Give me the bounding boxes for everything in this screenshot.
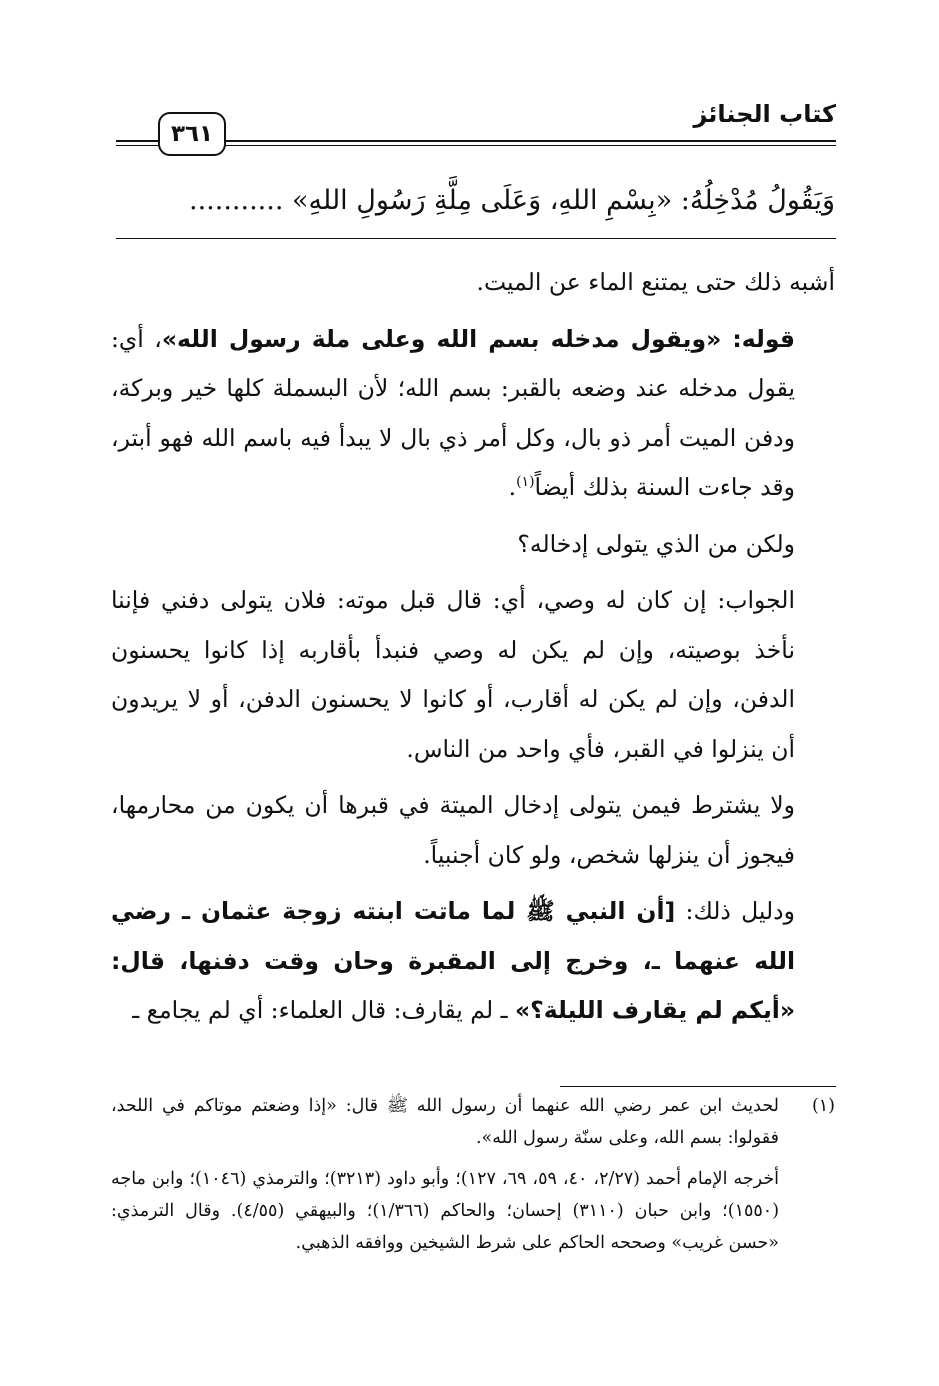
quoted-matn-lead: قوله: «ويقول مدخله بسم الله وعلى ملة رسول الله» [161, 324, 795, 353]
matn-separator [116, 238, 836, 239]
paragraph-6-tail: ـ لم يقارف: قال العلماء: أي لم يجامع ـ [132, 996, 515, 1024]
page-number: ٣٦١ [158, 112, 226, 156]
matn-line: وَيَقُولُ مُدْخِلُهُ: «بِسْمِ اللهِ، وَعَلَى مِلَّةِ رَسُولِ اللهِ» ........... [189, 185, 835, 216]
paragraph-5: ولا يشترط فيمن يتولى إدخال الميتة في قبرها أن يكون من محارمها، فيجوز أن ينزلها شخص، ولو كان أجنبياً. [111, 791, 795, 869]
running-header [116, 100, 836, 160]
paragraph-4: الجواب: إن كان له وصي، أي: قال قبل موته: فلان يتولى دفني فإننا نأخذ بوصيته، وإن لم يكن له وصي فنبدأ بأقاربه إذا كانوا يحسنون الدفن، وإن لم يكن له أقارب، أو كانوا لا يحسنون الدفن، أو لا يريدون أن ينزلوا في القبر، فأي واحد من الناس. [111, 586, 795, 763]
paragraph-1: أشبه ذلك حتى يمتنع الماء عن الميت. [476, 268, 835, 296]
hadith-quote: [أن النبي ﷺ لما ماتت ابنته زوجة عثمان ـ رضي الله عنهما ـ، وخرج إلى المقبرة وحان وقت دفنها، قال: «أيكم لم يقارف الليلة؟» [111, 897, 795, 1024]
footnote-separator [560, 1086, 836, 1087]
footnotes [111, 1090, 835, 1259]
paragraph-2-end: . [508, 473, 517, 501]
paragraph-3: ولكن من الذي يتولى إدخاله؟ [517, 529, 795, 558]
commentary-body [111, 258, 835, 1043]
paragraph-6 [111, 887, 835, 1036]
paragraph-2-text: ، أي: يقول مدخله عند وضعه بالقبر: بسم الله؛ لأن البسملة كلها خير وبركة، ودفن الميت أمر ذو بال، وكل أمر ذي بال لا يبدأ فيه باسم الله فهو أبتر، وقد جاءت السنة بذلك أيضاً [111, 324, 795, 501]
footnote-1-takhrij: أخرجه الإمام أحمد (٢/٢٧، ٤٠، ٥٩، ٦٩، ١٢٧)؛ وأبو داود (٣٢١٣)؛ والترمذي (١٠٤٦)؛ وابن ماجه (١٥٥٠)؛ وابن حبان (٣١١٠) إحسان؛ والحاكم (١/٣٦٦)؛ والبيهقي (٤/٥٥). وقال الترمذي: «حسن غريب» وصححه الحاكم على شرط الشيخين ووافقه الذهبي. [111, 1169, 780, 1253]
footnote-1 [111, 1090, 835, 1154]
footnote-1-text: لحديث ابن عمر رضي الله عنهما أن رسول الله ﷺ قال: «إذا وضعتم موتاكم في اللحد، فقولوا: بسم الله، وعلى سنّة رسول الله». [111, 1096, 779, 1148]
book-title: كتاب الجنائز [693, 100, 836, 128]
paragraph-2 [111, 315, 835, 513]
footnote-ref-1[interactable]: (١) [516, 474, 535, 491]
paragraph-6-lead: ودليل ذلك: [675, 897, 795, 925]
footnote-1-mark: (١) [811, 1096, 835, 1116]
